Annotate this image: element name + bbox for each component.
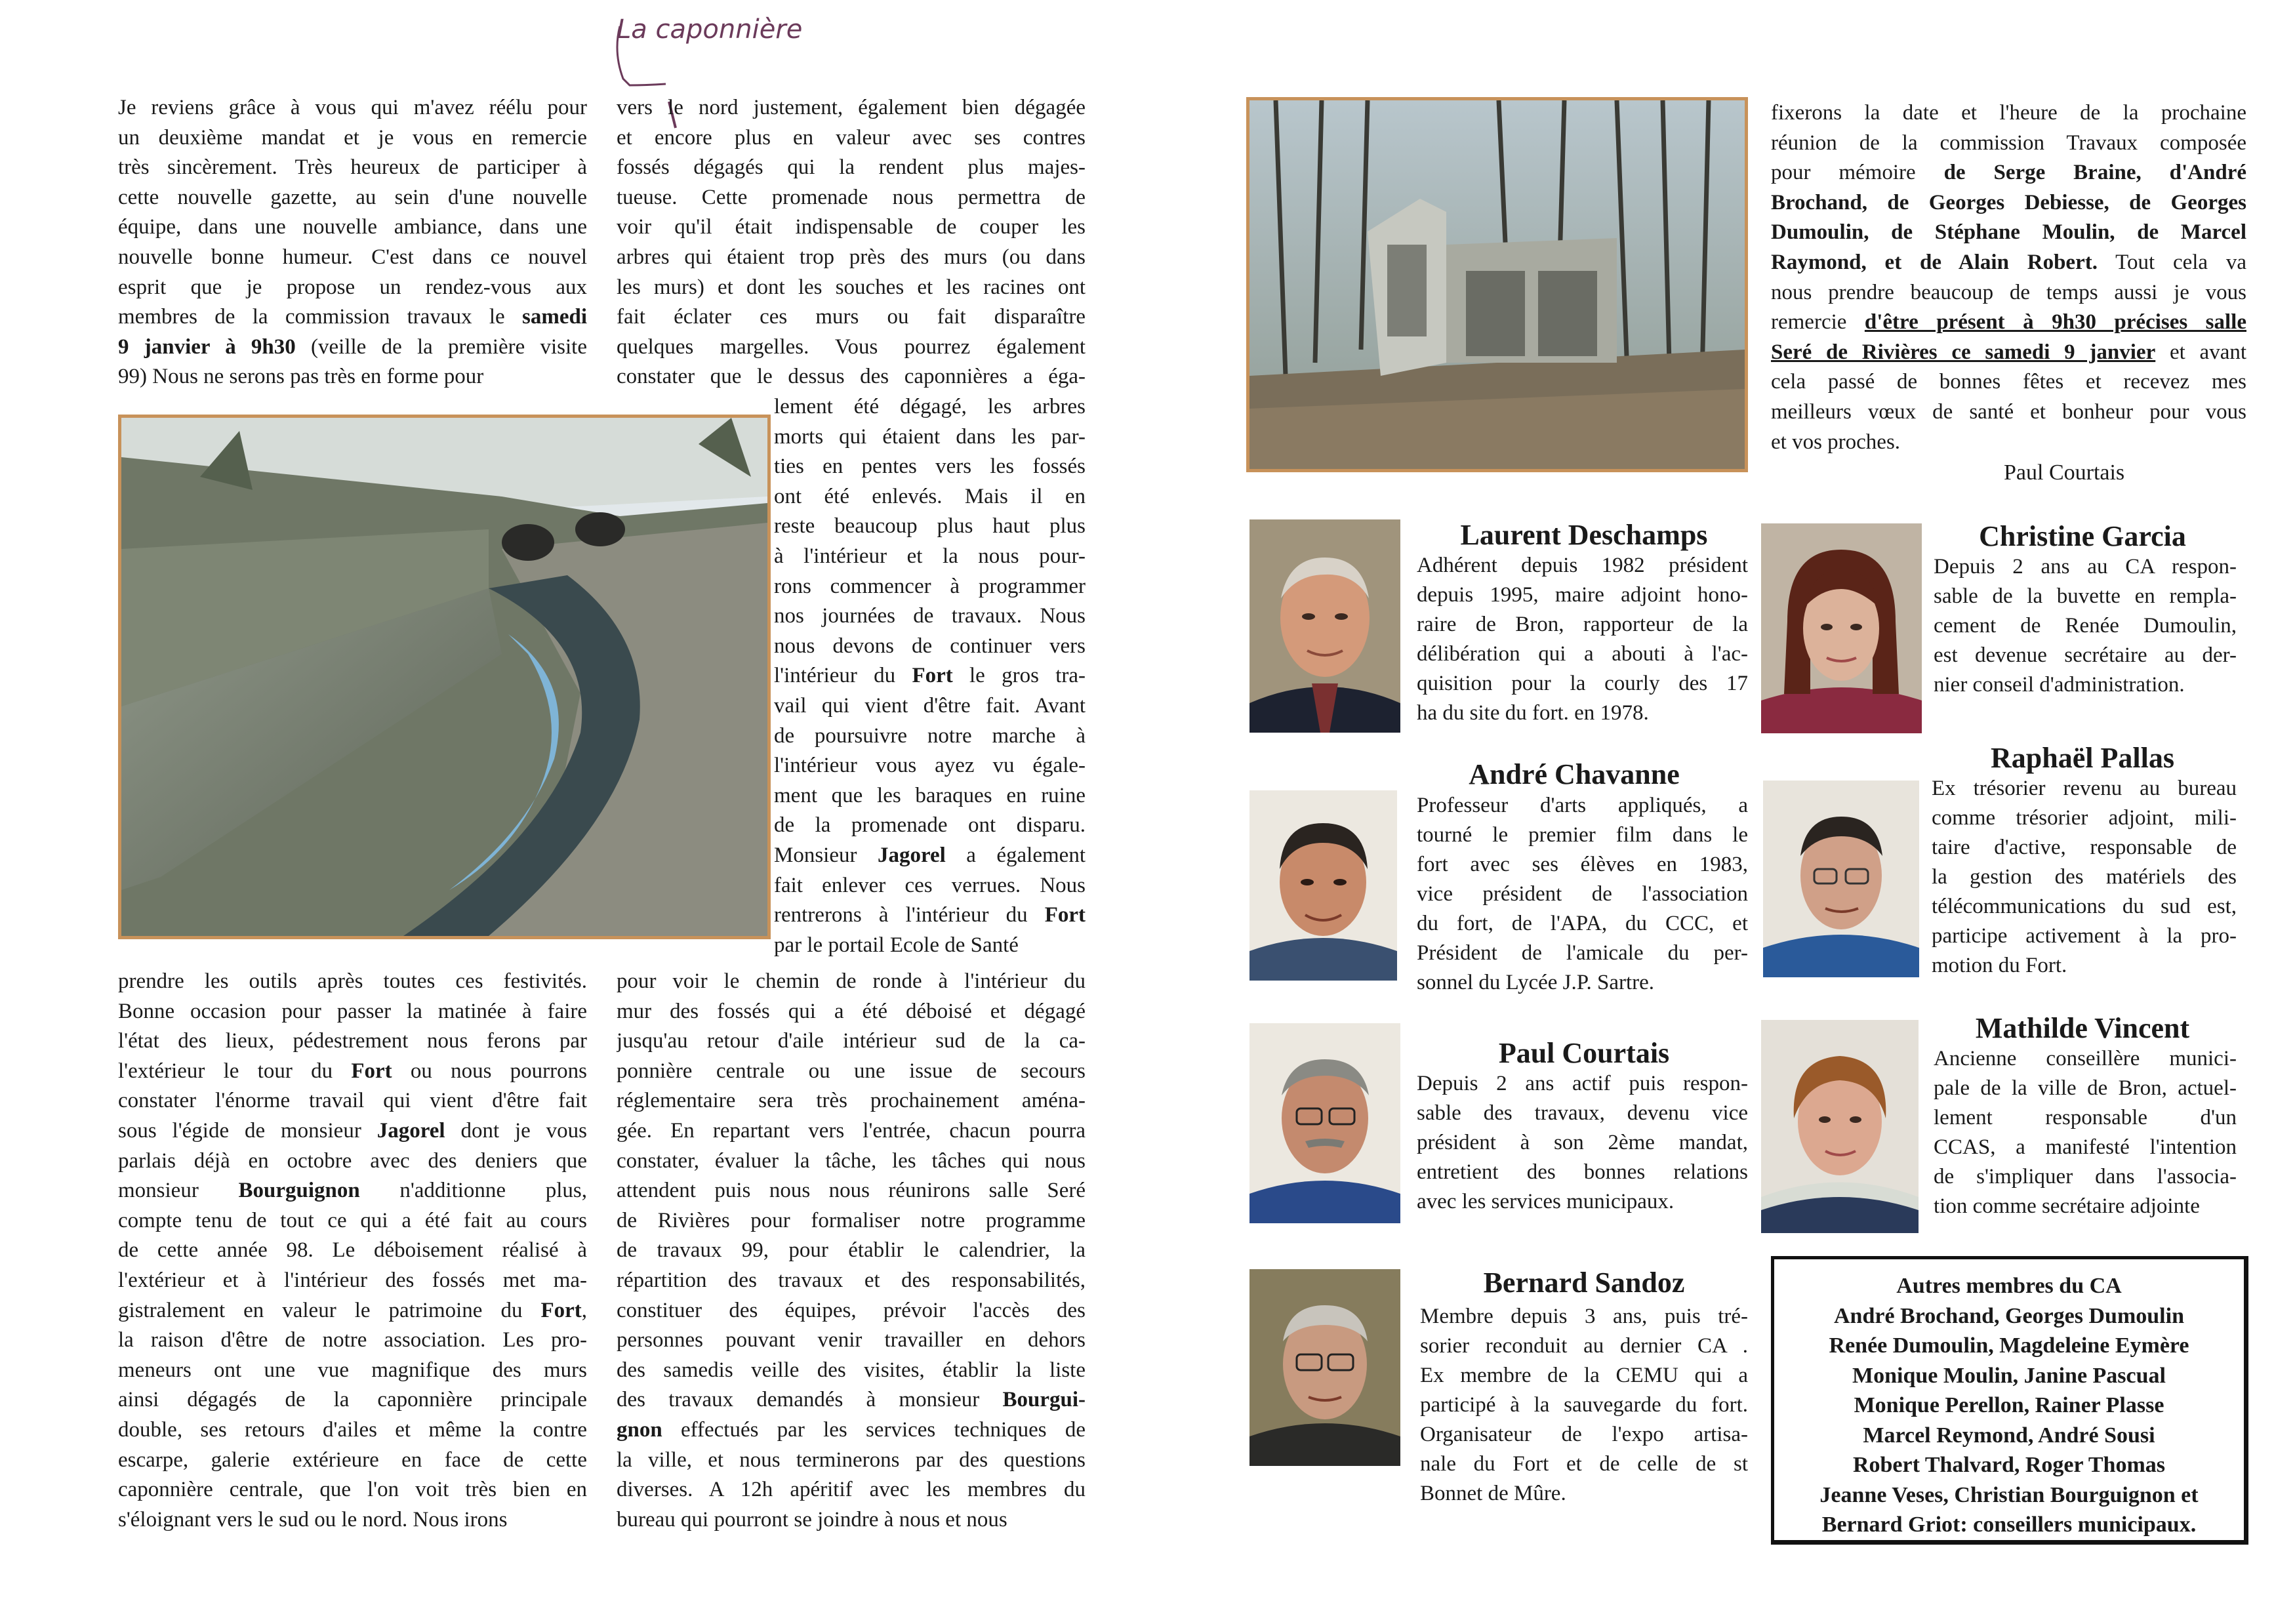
text-line: fait enlever ces verrues. Nous bbox=[774, 873, 1086, 897]
text-line: raire de Bron, rapporteur de la bbox=[1417, 613, 1748, 636]
member-bio bbox=[1934, 552, 2237, 700]
text-line: de Rivières pour formaliser notre programme bbox=[617, 1208, 1086, 1232]
text-line: remercie d'être présent à 9h30 précises salle bbox=[1771, 310, 2246, 335]
text-line: lement responsable d'un bbox=[1934, 1106, 2237, 1129]
left-col2-bottom bbox=[617, 967, 1086, 1535]
text-line: fait éclater ces murs ou fait disparaître bbox=[617, 305, 1086, 329]
portrait-bernard-sandoz bbox=[1249, 1269, 1400, 1466]
left-col2-top bbox=[617, 93, 1086, 392]
text-line: Seré de Rivières ce samedi 9 janvier et avant bbox=[1771, 340, 2246, 364]
text-line: l'intérieur vous ayez vu égale- bbox=[774, 754, 1086, 778]
text-line: Adhérent depuis 1982 président bbox=[1417, 554, 1748, 577]
text-line: caponnière centrale, que l'on voit très bien en bbox=[118, 1478, 587, 1502]
text-line: meneurs ont une vue magnifique des murs bbox=[118, 1358, 587, 1382]
text-line: Je reviens grâce à vous qui m'avez réélu pour bbox=[118, 96, 587, 119]
text-line: l'extérieur et à l'intérieur des fossés met ma- bbox=[118, 1268, 587, 1292]
text-line: Monsieur Jagorel a également bbox=[774, 843, 1086, 867]
text-line: Organisateur de l'expo artisa- bbox=[1420, 1423, 1748, 1446]
member-name: Mathilde Vincent bbox=[1975, 1012, 2190, 1044]
text-line: réunion de la commission Travaux composée bbox=[1771, 131, 2246, 155]
text-line: du fort, de l'APA, du CCC, et bbox=[1417, 912, 1748, 935]
text-line: de la promenade ont disparu. bbox=[774, 813, 1086, 838]
text-line: meilleurs vœux de santé et bonheur pour vous bbox=[1771, 399, 2246, 424]
text-line: un deuxième mandat et je vous en remercie bbox=[118, 125, 587, 150]
face-image bbox=[1761, 1020, 1919, 1233]
text-line: monsieur Bourguignon n'additionne plus, bbox=[118, 1179, 587, 1203]
text-line: escarpe, galerie extérieure en face de cette bbox=[118, 1448, 587, 1472]
handwritten-annotation: La caponnière bbox=[617, 14, 803, 45]
text-line: vice président de l'association bbox=[1417, 882, 1748, 906]
text-line: l'extérieur le tour du Fort ou nous pourrons bbox=[118, 1059, 587, 1083]
member-bio bbox=[1417, 551, 1748, 728]
text-line: rons commencer à programmer bbox=[774, 574, 1086, 598]
member-bio bbox=[1934, 1044, 2237, 1221]
text-line: reste beaucoup plus haut plus bbox=[774, 514, 1086, 538]
text-line: 99) Nous ne serons pas très en forme pour bbox=[118, 365, 484, 389]
text-line: la gestion des matériels des bbox=[1932, 865, 2237, 889]
text-line: la raison d'être de notre association. Les pro- bbox=[118, 1328, 587, 1352]
text-line: parlais déjà en octobre avec des deniers que bbox=[118, 1148, 587, 1173]
text-line: s'éloignant vers le sud ou le nord. Nous irons bbox=[118, 1507, 508, 1532]
text-line: vers le nord justement, également bien dégagée bbox=[617, 96, 1086, 119]
text-line: pour mémoire de Serge Braine, d'André bbox=[1771, 161, 2246, 185]
face-image bbox=[1249, 519, 1400, 733]
text-line: et vos proches. bbox=[1771, 430, 1901, 454]
text-line: cela passé de bonnes fêtes et recevez mes bbox=[1771, 370, 2246, 394]
portrait-mathilde-vincent bbox=[1761, 1020, 1919, 1233]
text-line: de cette année 98. Le déboisement réalisé à bbox=[118, 1238, 587, 1263]
text-line: lement été dégagé, les arbres bbox=[774, 395, 1086, 418]
member-bio bbox=[1932, 774, 2237, 981]
right-intro bbox=[1771, 98, 2246, 457]
portrait-raphael-pallas bbox=[1763, 781, 1919, 977]
text-line: Membre depuis 3 ans, puis tré- bbox=[1420, 1305, 1748, 1328]
left-col2-narrow bbox=[774, 392, 1086, 960]
text-line: l'intérieur du Fort le gros tra- bbox=[774, 664, 1086, 688]
box-line: Jeanne Veses, Christian Bourguignon et bbox=[1819, 1482, 2199, 1507]
text-line: membres de la commission travaux le samedi bbox=[118, 305, 587, 329]
text-line: double, ses retours d'ailes et même la contre bbox=[118, 1417, 587, 1442]
text-line: morts qui étaient dans les par- bbox=[774, 424, 1086, 449]
text-line: cement de Renée Dumoulin, bbox=[1934, 614, 2237, 638]
text-line: sous l'égide de monsieur Jagorel dont je vous bbox=[118, 1118, 587, 1143]
box-line: Marcel Reymond, André Sousi bbox=[1863, 1423, 2155, 1448]
text-line: avec les services municipaux. bbox=[1417, 1190, 1675, 1213]
text-line: de s'impliquer dans l'associa- bbox=[1934, 1165, 2237, 1188]
text-line: Président de l'amicale du per- bbox=[1417, 941, 1748, 965]
text-line: équipe, dans une nouvelle ambiance, dans une bbox=[118, 215, 587, 239]
text-line: à l'intérieur et la nous pour- bbox=[774, 544, 1086, 568]
text-line: vail qui vient d'être fait. Avant bbox=[774, 693, 1086, 718]
text-line: bureau qui pourront se joindre à nous et nous bbox=[617, 1507, 1007, 1532]
member-name: Paul Courtais bbox=[1498, 1037, 1670, 1069]
text-line: et encore plus en valeur avec ses contres bbox=[617, 125, 1086, 150]
text-line: jusqu'au retour d'aile intérieur sud de la ca- bbox=[617, 1029, 1086, 1053]
text-line: Dumoulin, de Stéphane Moulin, de Marcel bbox=[1771, 220, 2246, 245]
member-name: Bernard Sandoz bbox=[1483, 1267, 1685, 1299]
text-line: 9 janvier à 9h30 (veille de la première visite bbox=[118, 335, 587, 359]
text-line: Professeur d'arts appliqués, a bbox=[1417, 794, 1748, 817]
text-line: arbres qui étaient trop près des murs (ou dans bbox=[617, 245, 1086, 269]
text-line: sable de la buvette en rempla- bbox=[1934, 584, 2237, 608]
text-line: tueuse. Cette promenade nous permettra de bbox=[617, 185, 1086, 209]
text-line: la ville, et nous terminerons par des questions bbox=[617, 1448, 1086, 1472]
text-line: pour voir le chemin de ronde à l'intérieur du bbox=[617, 969, 1086, 993]
text-line: tourné le premier film dans le bbox=[1417, 823, 1748, 847]
text-line: nouvelle bonne humeur. C'est dans ce nouvel bbox=[118, 245, 587, 269]
text-line: ties en pentes vers les fossés bbox=[774, 455, 1086, 479]
text-line: prendre les outils après toutes ces festivités. bbox=[118, 969, 587, 993]
text-line: télécommunications du sud est, bbox=[1932, 895, 2237, 918]
text-line: constater que le dessus des caponnières a éga- bbox=[617, 365, 1086, 389]
text-line: sorier reconduit au dernier CA . bbox=[1420, 1334, 1748, 1358]
member-name: Raphaël Pallas bbox=[1991, 742, 2174, 774]
text-line: ment que les baraques en ruine bbox=[774, 783, 1086, 807]
text-line: attendent puis nous nous réunirons salle Seré bbox=[617, 1179, 1086, 1203]
text-line: quelques margelles. Vous pourrez également bbox=[617, 335, 1086, 359]
text-line: nale du Fort et de celle de st bbox=[1420, 1452, 1748, 1476]
other-members-box bbox=[1771, 1256, 2248, 1545]
member-name: Laurent Deschamps bbox=[1460, 519, 1708, 551]
ruin-image bbox=[1249, 100, 1745, 469]
text-line: ainsi dégagés de la caponnière principale bbox=[118, 1388, 587, 1412]
text-line: nous prendre beaucoup de temps aussi je vous bbox=[1771, 280, 2246, 304]
left-col1-top bbox=[118, 93, 587, 392]
trench-image bbox=[121, 418, 767, 936]
text-line: participé à la sauvegarde du fort. bbox=[1420, 1393, 1748, 1417]
text-line: de travaux 99, pour établir le calendrier, la bbox=[617, 1238, 1086, 1263]
member-name: Christine Garcia bbox=[1979, 520, 2186, 552]
text-line: très sincèrement. Très heureux de participer à bbox=[118, 155, 587, 180]
text-line: Brochand, de Georges Debiesse, de Georges bbox=[1771, 190, 2246, 214]
portrait-christine-garcia bbox=[1761, 523, 1922, 733]
text-line: Bonne occasion pour passer la matinée à faire bbox=[118, 999, 587, 1023]
text-line: ont été enlevés. Mais il en bbox=[774, 484, 1086, 508]
portrait-laurent-deschamps bbox=[1249, 519, 1400, 733]
text-line: Ex membre de la CEMU qui a bbox=[1420, 1364, 1748, 1387]
text-line: CCAS, a manifesté l'intention bbox=[1934, 1135, 2237, 1159]
member-bio bbox=[1417, 791, 1748, 998]
text-line: fort avec ses élèves en 1983, bbox=[1417, 853, 1748, 876]
box-line: Robert Thalvard, Roger Thomas bbox=[1852, 1453, 2166, 1477]
signature: Paul Courtais bbox=[2004, 460, 2125, 485]
text-line: motion du Fort. bbox=[1932, 954, 2067, 977]
face-image bbox=[1249, 1023, 1400, 1223]
text-line: esprit que je propose un rendez-vous aux bbox=[118, 275, 587, 299]
text-line: gnon effectués par les services techniques de bbox=[617, 1417, 1086, 1442]
text-line: gistralement en valeur le patrimoine du Fort, bbox=[118, 1298, 587, 1322]
ruin-photo bbox=[1246, 97, 1748, 472]
text-line: gée. En repartant vers l'entrée, chacun pourra bbox=[617, 1118, 1086, 1143]
portrait-andre-chavanne bbox=[1249, 790, 1397, 981]
text-line: ha du site du fort. en 1978. bbox=[1417, 701, 1649, 725]
face-image bbox=[1249, 1269, 1400, 1466]
text-line: ponnière centrale ou une issue de secours bbox=[617, 1059, 1086, 1083]
text-line: mur des fossés qui a été déboisé et dégagé bbox=[617, 999, 1086, 1023]
trench-photo bbox=[118, 415, 771, 939]
text-line: Bonnet de Mûre. bbox=[1420, 1482, 1566, 1505]
left-col1-bottom bbox=[118, 967, 587, 1535]
text-line: compte tenu de tout ce qui a été fait au cours bbox=[118, 1208, 587, 1232]
text-line: tion comme secrétaire adjointe bbox=[1934, 1194, 2200, 1218]
text-line: voir qu'il était indispensable de couper les bbox=[617, 215, 1086, 239]
text-line: constater l'énorme travail qui vient d'être fait bbox=[118, 1089, 587, 1113]
text-line: taire d'active, responsable de bbox=[1932, 836, 2237, 859]
text-line: réglementaire sera très prochainement aména- bbox=[617, 1089, 1086, 1113]
text-line: répartition des travaux et des responsabilités, bbox=[617, 1268, 1086, 1292]
portrait-paul-courtais bbox=[1249, 1023, 1400, 1223]
text-line: par le portail Ecole de Santé bbox=[774, 933, 1019, 957]
text-line: participe activement à la pro- bbox=[1932, 924, 2237, 948]
text-line: de poursuivre notre marche à bbox=[774, 723, 1086, 748]
text-line: pale de la ville de Bron, actuel- bbox=[1934, 1076, 2237, 1100]
text-line: Depuis 2 ans au CA respon- bbox=[1934, 555, 2237, 579]
text-line: délibération qui a abouti à l'ac- bbox=[1417, 642, 1748, 666]
text-line: sable des travaux, devenu vice bbox=[1417, 1101, 1748, 1125]
text-line: Ex trésorier revenu au bureau bbox=[1932, 777, 2237, 800]
text-line: nos journées de travaux. Nous bbox=[774, 604, 1086, 628]
text-line: président à son 2ème mandat, bbox=[1417, 1131, 1748, 1154]
box-line: Monique Perellon, Rainer Plasse bbox=[1854, 1393, 2164, 1417]
text-line: Raymond, et de Alain Robert. Tout cela va bbox=[1771, 250, 2246, 274]
face-image bbox=[1761, 523, 1922, 733]
text-line: sonnel du Lycée J.P. Sartre. bbox=[1417, 971, 1655, 994]
box-line: André Brochand, Georges Dumoulin bbox=[1834, 1303, 2184, 1328]
text-line: fossés dégagés qui la rendent plus majes- bbox=[617, 155, 1086, 180]
text-line: constater, évaluer la tâche, les tâches qui nous bbox=[617, 1148, 1086, 1173]
member-bio bbox=[1420, 1302, 1748, 1509]
text-line: des travaux demandés à monsieur Bourgui- bbox=[617, 1388, 1086, 1412]
text-line: est devenue secrétaire au der- bbox=[1934, 643, 2237, 667]
face-image bbox=[1249, 790, 1397, 981]
member-name: André Chavanne bbox=[1469, 758, 1680, 790]
text-line: l'état des lieux, pédestrement nous ferons par bbox=[118, 1029, 587, 1053]
face-image bbox=[1763, 781, 1919, 977]
text-line: personnes pouvant venir travailler en dehors bbox=[617, 1328, 1086, 1352]
box-line: Monique Moulin, Janine Pascual bbox=[1852, 1363, 2166, 1388]
text-line: quisition pour la courly des 17 bbox=[1417, 672, 1748, 695]
text-line: diverses. A 12h apéritif avec les membres du bbox=[617, 1478, 1086, 1502]
text-line: rentrerons à l'intérieur du Fort bbox=[774, 903, 1086, 927]
text-line: des samedis veille des visites, établir la liste bbox=[617, 1358, 1086, 1382]
text-line: Depuis 2 ans actif puis respon- bbox=[1417, 1072, 1748, 1095]
text-line: les murs) et dont les souches et les racines ont bbox=[617, 275, 1086, 299]
text-line: cette nouvelle gazette, au sein d'une nouvelle bbox=[118, 185, 587, 209]
text-line: Ancienne conseillère munici- bbox=[1934, 1047, 2237, 1070]
text-line: nier conseil d'administration. bbox=[1934, 673, 2185, 697]
text-line: constituer des équipes, prévoir l'accès des bbox=[617, 1298, 1086, 1322]
text-line: entretient des bonnes relations bbox=[1417, 1160, 1748, 1184]
text-line: nous devons de continuer vers bbox=[774, 634, 1086, 658]
text-line: comme trésorier adjoint, mili- bbox=[1932, 806, 2237, 830]
box-line: Bernard Griot: conseillers municipaux. bbox=[1821, 1512, 2197, 1537]
member-bio bbox=[1417, 1069, 1748, 1217]
text-line: fixerons la date et l'heure de la prochaine bbox=[1771, 101, 2246, 125]
box-line: Renée Dumoulin, Magdeleine Eymère bbox=[1829, 1333, 2189, 1358]
text-line: depuis 1995, maire adjoint hono- bbox=[1417, 583, 1748, 607]
box-title: Autres membres du CA bbox=[1896, 1274, 2122, 1298]
